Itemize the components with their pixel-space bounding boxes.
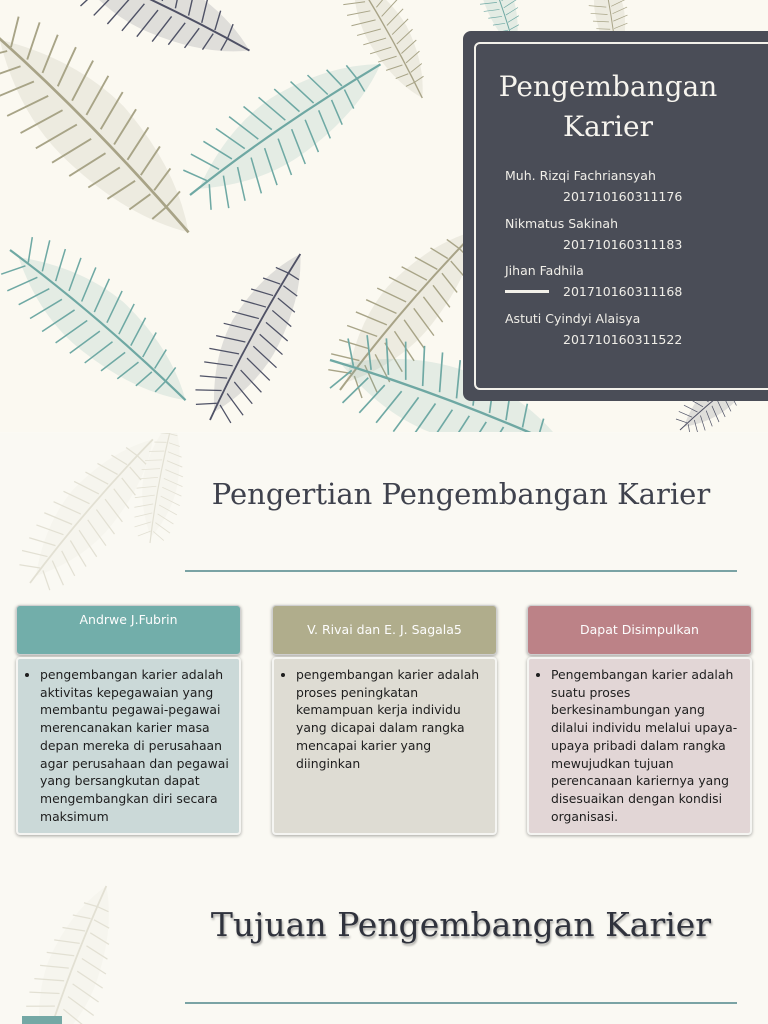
member-nim: 201710160311176 [563, 189, 683, 204]
divider-line [505, 290, 549, 293]
card-header-kesimpulan [527, 605, 752, 655]
slide-title: Pengertian Pengembangan Karier [211, 477, 711, 511]
member-entry-1 [505, 168, 682, 204]
definition-text: • Pengembangan karier adalah suatu proses berkesinambungan yang dilalui individu melalui upaya-upaya pribadi dalam rangka mewujudkan tujuan perencanaan kariernya yang disesuaikan dengan kondisi organisasi. [551, 666, 742, 825]
card-header-rivai [272, 605, 497, 655]
member-name: Muh. Rizqi Fachriansyah [505, 168, 656, 183]
title-underline [185, 1002, 737, 1004]
member-nim: 201710160311168 [563, 284, 683, 299]
definition-slide [0, 433, 768, 873]
purpose-slide [0, 873, 768, 1024]
card-header-label: Andrwe J.Fubrin [79, 612, 178, 627]
member-name: Astuti Cyindyi Alaisya [505, 311, 641, 326]
title-underline [185, 570, 737, 572]
member-entry-4 [505, 311, 682, 347]
member-name: Jihan Fadhila [505, 263, 584, 278]
member-entry-3 [505, 263, 682, 299]
card-body-rivai [272, 657, 497, 835]
title-slide [0, 0, 768, 432]
member-nim: 201710160311183 [563, 237, 683, 252]
member-name: Nikmatus Sakinah [505, 216, 619, 231]
definition-text: • pengembangan karier adalah proses peningkatan kemampuan kerja individu yang dicapai dalam rangka mencapai karier yang diinginkan [296, 666, 487, 772]
card-header-label: V. Rivai dan E. J. Sagala5 [307, 622, 462, 637]
member-entry-2 [505, 216, 682, 252]
card-body-andrwe [16, 657, 241, 835]
card-header-andrwe [16, 605, 241, 655]
bullet-arrow-shape [22, 1016, 62, 1024]
card-body-kesimpulan [527, 657, 752, 835]
title-panel [463, 31, 768, 401]
member-nim: 201710160311522 [563, 332, 683, 347]
card-header-label: Dapat Disimpulkan [580, 622, 699, 637]
definition-text: • pengembangan karier adalah aktivitas kepegawaian yang membantu pegawai-pegawai merencanakan karier masa depan mereka di perusahaan agar perusahaan dan pegawai yang bersangkutan dapat mengembangkan diri secara maksimum [40, 666, 231, 825]
presentation-title: Pengembangan Karier [498, 70, 718, 143]
slide-title: Tujuan Pengembangan Karier [210, 905, 712, 944]
